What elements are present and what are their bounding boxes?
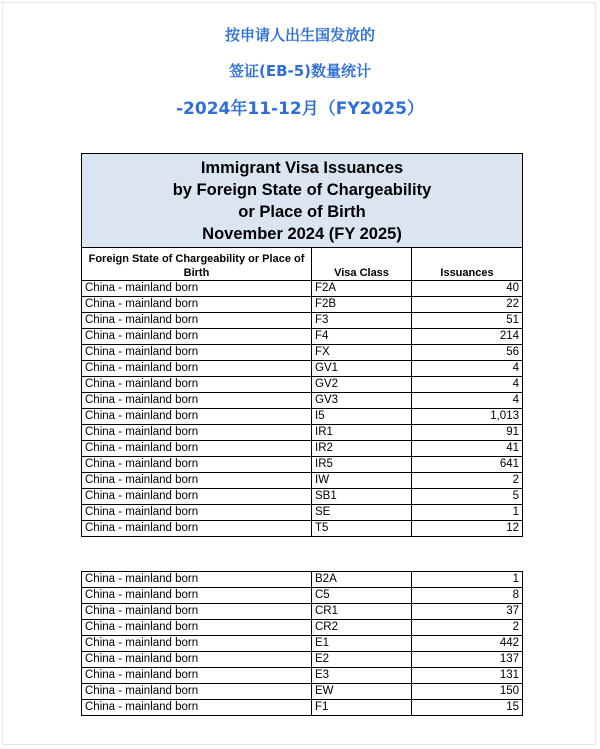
- cell-issuances: 4: [412, 393, 523, 409]
- cell-state: China - mainland born: [82, 572, 312, 588]
- cell-issuances: 12: [412, 521, 523, 537]
- cell-issuances: 41: [412, 441, 523, 457]
- table-row: [82, 361, 523, 377]
- visa-issuance-table: [81, 153, 523, 537]
- table-row: [82, 588, 523, 604]
- cell-visa-class: I5: [312, 409, 412, 425]
- cell-issuances: 40: [412, 281, 523, 297]
- column-header-visa-class: Visa Class: [312, 248, 412, 281]
- cell-issuances: 91: [412, 425, 523, 441]
- cell-state: China - mainland born: [82, 457, 312, 473]
- table-row: [82, 297, 523, 313]
- table-row: [82, 393, 523, 409]
- cell-visa-class: F4: [312, 329, 412, 345]
- table-row: [82, 700, 523, 716]
- cell-state: China - mainland born: [82, 409, 312, 425]
- cell-issuances: 4: [412, 377, 523, 393]
- table-row: [82, 505, 523, 521]
- cell-visa-class: F1: [312, 700, 412, 716]
- cell-visa-class: E3: [312, 668, 412, 684]
- cell-issuances: 214: [412, 329, 523, 345]
- column-header-issuances: Issuances: [412, 248, 523, 281]
- table-title-line-1: Immigrant Visa Issuances: [200, 159, 404, 177]
- cell-issuances: 1,013: [412, 409, 523, 425]
- table-row: [82, 345, 523, 361]
- cell-issuances: 1: [412, 572, 523, 588]
- cell-issuances: 37: [412, 604, 523, 620]
- heading-line-2: 签证(EB-5)数量统计: [228, 62, 372, 80]
- cell-visa-class: E2: [312, 652, 412, 668]
- cell-state: China - mainland born: [82, 489, 312, 505]
- cell-state: China - mainland born: [82, 684, 312, 700]
- cell-visa-class: IW: [312, 473, 412, 489]
- cell-state: China - mainland born: [82, 588, 312, 604]
- column-header-state: Foreign State of Chargeability or Place of Birth: [82, 248, 312, 281]
- cell-state: China - mainland born: [82, 425, 312, 441]
- cell-visa-class: CR2: [312, 620, 412, 636]
- cell-issuances: 150: [412, 684, 523, 700]
- cell-visa-class: B2A: [312, 572, 412, 588]
- table-row: [82, 572, 523, 588]
- cell-visa-class: T5: [312, 521, 412, 537]
- cell-visa-class: E1: [312, 636, 412, 652]
- cell-issuances: 442: [412, 636, 523, 652]
- cell-state: China - mainland born: [82, 313, 312, 329]
- table-row: [82, 409, 523, 425]
- table-row: [82, 636, 523, 652]
- table-row: [82, 281, 523, 297]
- cell-issuances: 137: [412, 652, 523, 668]
- cell-state: China - mainland born: [82, 281, 312, 297]
- table-body-part-1: [82, 281, 523, 537]
- cell-visa-class: CR1: [312, 604, 412, 620]
- cell-issuances: 15: [412, 700, 523, 716]
- table-row: [82, 652, 523, 668]
- cell-visa-class: GV1: [312, 361, 412, 377]
- table-body-part-2: [82, 572, 523, 716]
- cell-state: China - mainland born: [82, 636, 312, 652]
- cell-state: China - mainland born: [82, 393, 312, 409]
- table-row: [82, 489, 523, 505]
- table-title-line-4: November 2024 (FY 2025): [202, 225, 402, 243]
- cell-visa-class: GV2: [312, 377, 412, 393]
- cell-state: China - mainland born: [82, 652, 312, 668]
- table-row: [82, 313, 523, 329]
- cell-issuances: 131: [412, 668, 523, 684]
- cell-visa-class: EW: [312, 684, 412, 700]
- cell-issuances: 8: [412, 588, 523, 604]
- table-row: [82, 377, 523, 393]
- cell-state: China - mainland born: [82, 521, 312, 537]
- heading-line-3: -2024年11-12月（FY2025）: [176, 99, 424, 119]
- cell-state: China - mainland born: [82, 700, 312, 716]
- cell-state: China - mainland born: [82, 441, 312, 457]
- table-title-line-2: by Foreign State of Chargeability: [172, 181, 432, 199]
- cell-visa-class: F2A: [312, 281, 412, 297]
- table-title-line-3: or Place of Birth: [238, 203, 366, 221]
- cell-visa-class: GV3: [312, 393, 412, 409]
- cell-issuances: 641: [412, 457, 523, 473]
- cell-visa-class: IR5: [312, 457, 412, 473]
- cell-state: China - mainland born: [82, 505, 312, 521]
- table-row: [82, 457, 523, 473]
- cell-state: China - mainland born: [82, 668, 312, 684]
- cell-state: China - mainland born: [82, 361, 312, 377]
- cell-state: China - mainland born: [82, 377, 312, 393]
- cell-visa-class: FX: [312, 345, 412, 361]
- cell-state: China - mainland born: [82, 473, 312, 489]
- cell-issuances: 1: [412, 505, 523, 521]
- cell-visa-class: C5: [312, 588, 412, 604]
- cell-issuances: 51: [412, 313, 523, 329]
- cell-issuances: 4: [412, 361, 523, 377]
- cell-issuances: 56: [412, 345, 523, 361]
- table-row: [82, 425, 523, 441]
- cell-state: China - mainland born: [82, 329, 312, 345]
- table-row: [82, 521, 523, 537]
- cell-state: China - mainland born: [82, 297, 312, 313]
- visa-issuance-table-continued: [81, 571, 523, 716]
- table-row: [82, 684, 523, 700]
- table-row: [82, 620, 523, 636]
- cell-visa-class: F3: [312, 313, 412, 329]
- cell-visa-class: IR2: [312, 441, 412, 457]
- cell-issuances: 2: [412, 473, 523, 489]
- table-row: [82, 329, 523, 345]
- cell-state: China - mainland born: [82, 620, 312, 636]
- cell-visa-class: F2B: [312, 297, 412, 313]
- cell-issuances: 5: [412, 489, 523, 505]
- table-row: [82, 604, 523, 620]
- table-title: [82, 154, 523, 248]
- table-row: [82, 441, 523, 457]
- heading-line-1: 按申请人出生国发放的: [224, 26, 375, 44]
- cell-visa-class: SE: [312, 505, 412, 521]
- table-row: [82, 473, 523, 489]
- cell-issuances: 2: [412, 620, 523, 636]
- cell-state: China - mainland born: [82, 604, 312, 620]
- cell-issuances: 22: [412, 297, 523, 313]
- cell-visa-class: IR1: [312, 425, 412, 441]
- table-row: [82, 668, 523, 684]
- cell-visa-class: SB1: [312, 489, 412, 505]
- cell-state: China - mainland born: [82, 345, 312, 361]
